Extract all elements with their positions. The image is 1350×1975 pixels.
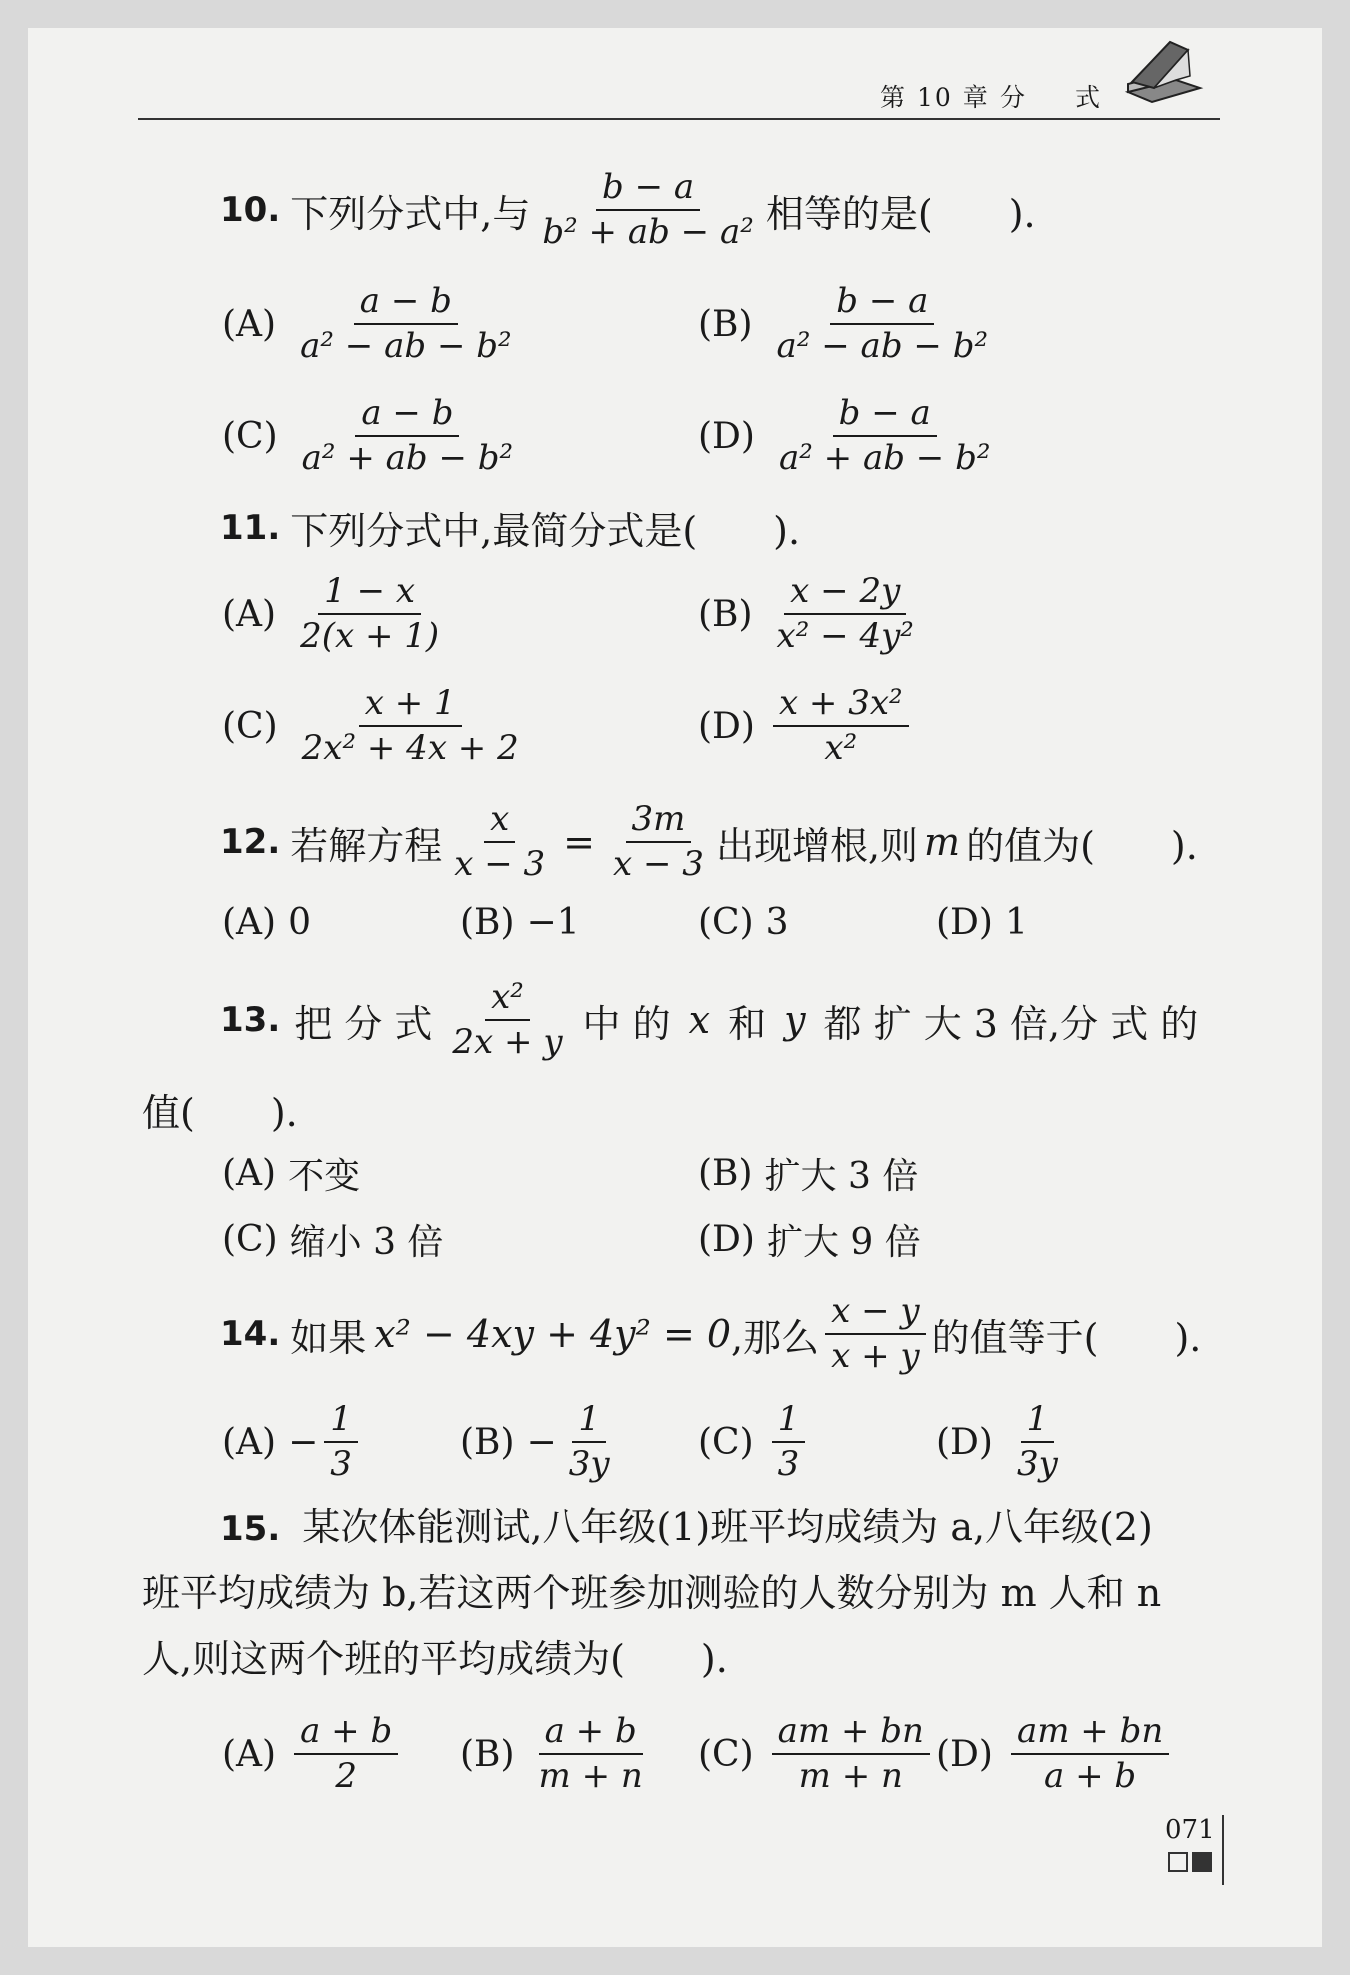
q13-option-b[interactable]: (B) 扩大 3 倍 [698, 1153, 919, 1197]
q12-option-a[interactable]: (A) 0 [222, 902, 311, 943]
equation-right-fraction: $\frac{3m}{x - 3}$ [613, 799, 704, 885]
q14-option-c[interactable]: (C) $\frac{1}{3}$ [698, 1400, 811, 1484]
q11-option-c[interactable]: (C) $\frac{x + 1}{\text{2x² + 4x + 2}}$ [222, 683, 519, 769]
q11-option-d[interactable]: (D) $\frac{\text{x + 3x²}}{\text{x²}}$ [698, 684, 915, 768]
question-number: 12. [220, 822, 281, 863]
q10-option-a[interactable]: (A) $\frac{a - b}{\text{a² − ab − b²}}$ [222, 281, 512, 367]
stem-text-4: 都 扩 大 3 倍,分 式 的 [823, 1001, 1199, 1046]
q13-option-a[interactable]: (A) 不变 [222, 1153, 361, 1197]
q13-option-c[interactable]: (C) 缩小 3 倍 [222, 1219, 444, 1263]
page-number: 071 [1165, 1815, 1215, 1845]
chapter-title-part1: 分 [1000, 83, 1028, 112]
stem-text-2: 出现增根,则 [715, 823, 919, 868]
stem-text: 把 分 式 [294, 1001, 433, 1046]
equals-sign: = [563, 820, 596, 865]
q15-option-b[interactable]: (B) $\frac{a + b}{m + n}$ [460, 1711, 643, 1797]
question-11-stem [220, 500, 800, 555]
q15-option-c[interactable]: (C) $\frac{am + bn}{m + n}$ [698, 1712, 936, 1796]
question-15-line2: 班平均成绩为 b,若这两个班参加测验的人数分别为 m 人和 n [142, 1571, 1162, 1615]
variable-m: m [924, 820, 961, 865]
stem-text: 若解方程 [290, 823, 443, 868]
chapter-title-part2: 式 [1075, 83, 1103, 112]
q12-option-c[interactable]: (C) 3 [698, 902, 789, 943]
q14-option-b[interactable]: (B) − $\frac{1}{3y}$ [460, 1399, 610, 1485]
page-number-rule [1222, 1815, 1224, 1885]
stem-text-2: 中 的 [582, 1001, 671, 1046]
stem-text-3: 和 [728, 1001, 767, 1046]
stem-text: 下列分式中,与 [290, 191, 531, 236]
chapter-label: 第 10 章 [880, 83, 990, 112]
q11-option-a[interactable]: (A) $\frac{1 - x}{2(x + 1)}$ [222, 571, 440, 657]
header-rule [138, 118, 1220, 120]
q12-option-d[interactable]: (D) 1 [936, 902, 1028, 943]
q15-option-d[interactable]: (D) $\frac{am + bn}{a + b}$ [936, 1712, 1175, 1796]
stem-text-2: ,那么 [731, 1315, 820, 1360]
open-square-icon [1168, 1852, 1188, 1872]
variable-x: x [688, 998, 711, 1043]
question-10-stem [220, 168, 1036, 252]
q10-option-c[interactable]: (C) $\frac{a - b}{\text{a² + ab − b²}}$ [222, 393, 514, 479]
stem-text: 下列分式中,最简分式是( ). [290, 509, 801, 553]
book-icon [1124, 36, 1204, 108]
question-number: 13. [220, 1000, 281, 1041]
question-number: 14. [220, 1314, 281, 1355]
q12-option-b[interactable]: (B) −1 [460, 902, 580, 943]
q14-option-d[interactable]: (D) $\frac{1}{3y}$ [936, 1399, 1058, 1485]
question-13-continuation: 值( ). [142, 1091, 298, 1135]
question-number: 15. [220, 1509, 281, 1549]
variable-y: y [784, 998, 806, 1043]
stem-text: 某次体能测试,八年级(1)班平均成绩为 a,八年级(2) [302, 1505, 1153, 1549]
stem-fraction: $\frac{x - y}{x + y}$ [825, 1292, 926, 1376]
question-14-stem [220, 1292, 1201, 1376]
question-15-line3: 人,则这两个班的平均成绩为( ). [142, 1637, 728, 1681]
q10-option-d[interactable]: (D) $\frac{b - a}{\text{a² + ab − b²}}$ [698, 393, 991, 479]
q15-option-a[interactable]: (A) $\frac{a + b}{2}$ [222, 1712, 404, 1796]
stem-text: 如果 [290, 1315, 367, 1360]
stem-fraction: $\frac{b - a}{\text{b² + ab − a²}}$ [542, 167, 754, 253]
filled-square-icon [1192, 1852, 1212, 1872]
condition-expression: x² − 4xy + 4y² = 0 [374, 1312, 732, 1357]
question-number: 10. [220, 190, 281, 231]
stem-text-3: 的值为( ). [966, 823, 1198, 868]
question-13-stem [220, 978, 1198, 1062]
q13-option-d[interactable]: (D) 扩大 9 倍 [698, 1219, 921, 1263]
question-12-stem [220, 800, 1198, 884]
question-number: 11. [220, 507, 281, 548]
stem-fraction: $\frac{\text{x²}}{2x + y}$ [452, 977, 563, 1063]
q10-option-b[interactable]: (B) $\frac{b - a}{\text{a² − ab − b²}}$ [698, 281, 989, 367]
equation-left-fraction: $\frac{x}{x - 3}$ [454, 799, 546, 885]
q14-option-a[interactable]: (A) − $\frac{1}{3}$ [222, 1400, 364, 1484]
stem-text-2: 相等的是( ). [765, 191, 1036, 236]
q11-option-b[interactable]: (B) $\frac{x - 2y}{\text{x² − 4y²}}$ [698, 571, 914, 657]
question-15-line1 [220, 1494, 1153, 1562]
stem-text-3: 的值等于( ). [931, 1315, 1202, 1360]
